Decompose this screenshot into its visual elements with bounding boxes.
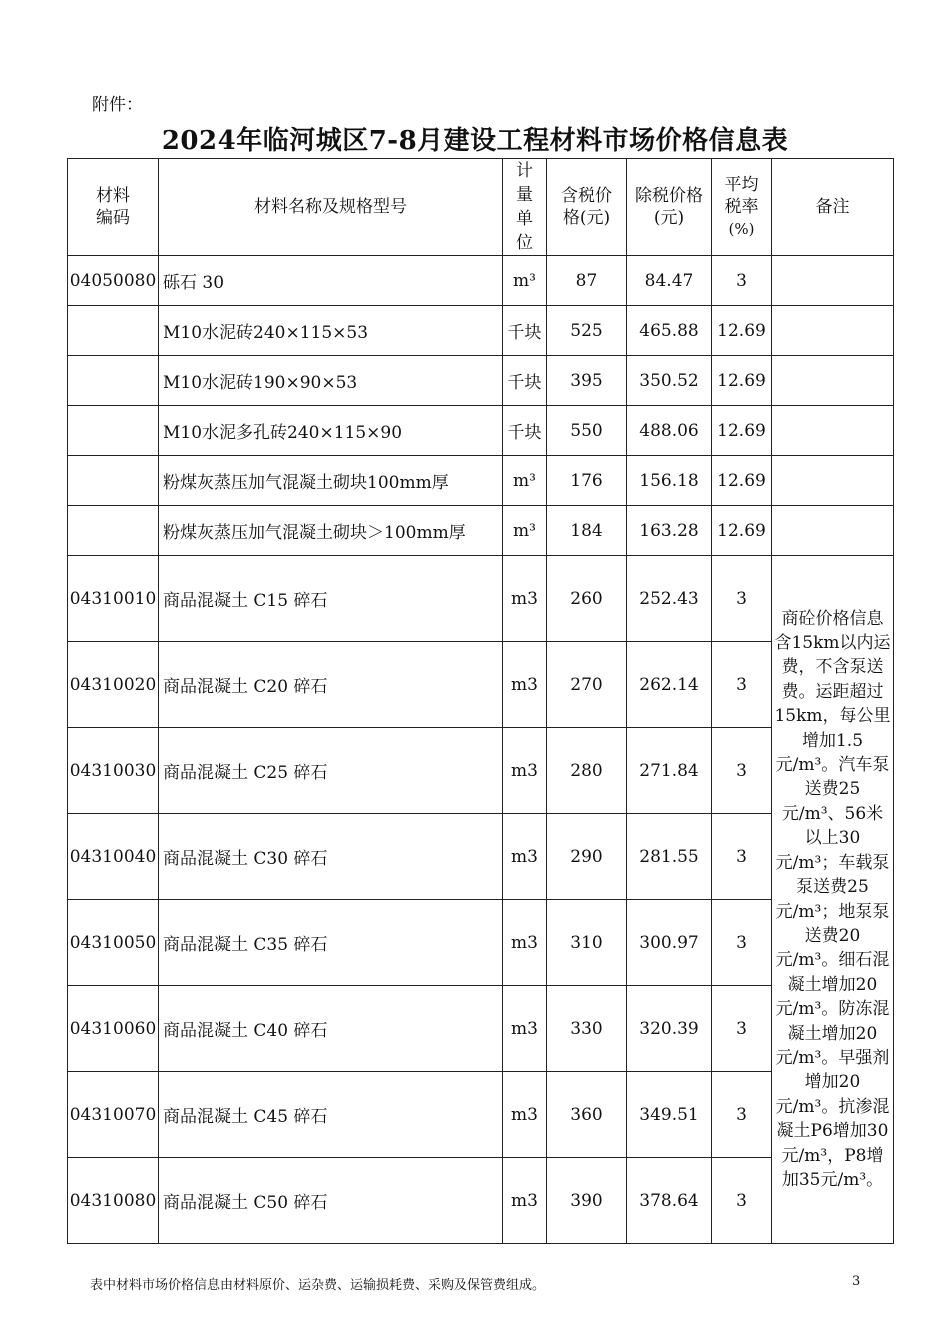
cell-tax-price: 290 xyxy=(547,814,627,900)
cell-name: 商品混凝土 C15 碎石 xyxy=(159,556,503,642)
cell-code xyxy=(68,306,159,356)
cell-net-price: 350.52 xyxy=(627,356,712,406)
cell-unit: m3 xyxy=(503,900,547,986)
cell-rate: 3 xyxy=(712,256,772,306)
table-row xyxy=(68,306,894,356)
table-row xyxy=(68,506,894,556)
cell-code: 04310050 xyxy=(68,900,159,986)
header-code-line2: 编码 xyxy=(96,208,130,228)
cell-net-price: 271.84 xyxy=(627,728,712,814)
cell-remark xyxy=(772,456,894,506)
cell-rate: 12.69 xyxy=(712,406,772,456)
concrete-note: 商砼价格信息含15km以内运费，不含泵送费。运距超过15km，每公里增加1.5元/m³。汽车泵送费25元/m³、56米以上30元/m³；车载泵泵送费25元/m³；地泵泵送费20元/m³。细石混凝土增加20元/m³。防冻混凝土增加20元/m³。早强剂增加20元/m³。抗渗混凝土P6增加30元/m³，P8增加35元/m³。 xyxy=(772,556,894,1244)
cell-tax-price: 184 xyxy=(547,506,627,556)
table-row xyxy=(68,406,894,456)
header-net-price-line2: (元) xyxy=(653,208,685,228)
cell-name: 粉煤灰蒸压加气混凝土砌块100mm厚 xyxy=(159,456,503,506)
cell-tax-price: 360 xyxy=(547,1072,627,1158)
cell-remark xyxy=(772,306,894,356)
cell-rate: 3 xyxy=(712,556,772,642)
header-net-price xyxy=(627,159,712,256)
cell-code: 04310060 xyxy=(68,986,159,1072)
header-tax-price-line2: 格(元) xyxy=(562,208,611,228)
cell-rate: 12.69 xyxy=(712,306,772,356)
cell-tax-price: 390 xyxy=(547,1158,627,1244)
footer-note: 表中材料市场价格信息由材料原价、运杂费、运输损耗费、采购及保管费组成。 xyxy=(90,1278,546,1293)
cell-name: 商品混凝土 C40 碎石 xyxy=(159,986,503,1072)
table-row xyxy=(68,900,894,986)
cell-unit: m3 xyxy=(503,642,547,728)
cell-name: 商品混凝土 C45 碎石 xyxy=(159,1072,503,1158)
cell-unit: m³ xyxy=(503,256,547,306)
table-row xyxy=(68,642,894,728)
cell-tax-price: 87 xyxy=(547,256,627,306)
cell-code: 04310040 xyxy=(68,814,159,900)
cell-net-price: 262.14 xyxy=(627,642,712,728)
cell-name: M10水泥多孔砖240×115×90 xyxy=(159,406,503,456)
header-tax-price-line1: 含税价 xyxy=(561,186,612,206)
cell-code xyxy=(68,506,159,556)
cell-unit: m3 xyxy=(503,814,547,900)
cell-net-price: 281.55 xyxy=(627,814,712,900)
cell-name: 粉煤灰蒸压加气混凝土砌块＞100mm厚 xyxy=(159,506,503,556)
cell-rate: 3 xyxy=(712,900,772,986)
cell-code xyxy=(68,406,159,456)
cell-unit: m³ xyxy=(503,506,547,556)
table-row xyxy=(68,456,894,506)
cell-net-price: 156.18 xyxy=(627,456,712,506)
cell-unit: 千块 xyxy=(503,306,547,356)
cell-name: 商品混凝土 C20 碎石 xyxy=(159,642,503,728)
cell-unit: m3 xyxy=(503,728,547,814)
cell-rate: 12.69 xyxy=(712,456,772,506)
cell-net-price: 84.47 xyxy=(627,256,712,306)
cell-net-price: 252.43 xyxy=(627,556,712,642)
cell-tax-price: 395 xyxy=(547,356,627,406)
cell-code xyxy=(68,456,159,506)
cell-rate: 12.69 xyxy=(712,506,772,556)
cell-tax-price: 260 xyxy=(547,556,627,642)
cell-tax-price: 280 xyxy=(547,728,627,814)
header-code-line1: 材料 xyxy=(96,186,130,206)
cell-tax-price: 176 xyxy=(547,456,627,506)
cell-name: 商品混凝土 C30 碎石 xyxy=(159,814,503,900)
cell-remark xyxy=(772,406,894,456)
cell-net-price: 300.97 xyxy=(627,900,712,986)
cell-name: 商品混凝土 C50 碎石 xyxy=(159,1158,503,1244)
cell-remark xyxy=(772,356,894,406)
cell-unit: m3 xyxy=(503,1072,547,1158)
cell-net-price: 465.88 xyxy=(627,306,712,356)
cell-net-price: 488.06 xyxy=(627,406,712,456)
cell-code: 04310070 xyxy=(68,1072,159,1158)
header-code xyxy=(68,159,159,256)
cell-name: 砾石 30 xyxy=(159,256,503,306)
cell-unit: 千块 xyxy=(503,406,547,456)
cell-unit: m3 xyxy=(503,1158,547,1244)
cell-net-price: 378.64 xyxy=(627,1158,712,1244)
cell-net-price: 320.39 xyxy=(627,986,712,1072)
header-row xyxy=(68,159,894,256)
cell-rate: 3 xyxy=(712,1072,772,1158)
cell-net-price: 349.51 xyxy=(627,1072,712,1158)
cell-unit: 千块 xyxy=(503,356,547,406)
cell-name: M10水泥砖240×115×53 xyxy=(159,306,503,356)
cell-code: 04050080 xyxy=(68,256,159,306)
cell-remark xyxy=(772,256,894,306)
table-row xyxy=(68,986,894,1072)
cell-unit: m³ xyxy=(503,456,547,506)
price-table xyxy=(67,158,894,1244)
cell-rate: 3 xyxy=(712,814,772,900)
cell-rate: 3 xyxy=(712,642,772,728)
cell-code: 04310030 xyxy=(68,728,159,814)
table-row xyxy=(68,356,894,406)
table-row xyxy=(68,556,894,642)
cell-name: 商品混凝土 C25 碎石 xyxy=(159,728,503,814)
header-tax-price xyxy=(547,159,627,256)
cell-code: 04310010 xyxy=(68,556,159,642)
cell-tax-price: 270 xyxy=(547,642,627,728)
table-row xyxy=(68,728,894,814)
cell-net-price: 163.28 xyxy=(627,506,712,556)
cell-code: 04310080 xyxy=(68,1158,159,1244)
table-row xyxy=(68,814,894,900)
table-row xyxy=(68,256,894,306)
cell-name: 商品混凝土 C35 碎石 xyxy=(159,900,503,986)
cell-tax-price: 550 xyxy=(547,406,627,456)
cell-tax-price: 330 xyxy=(547,986,627,1072)
cell-name: M10水泥砖190×90×53 xyxy=(159,356,503,406)
cell-unit: m3 xyxy=(503,556,547,642)
table-row xyxy=(68,1072,894,1158)
cell-tax-price: 525 xyxy=(547,306,627,356)
cell-rate: 12.69 xyxy=(712,356,772,406)
header-rate-line3: (%) xyxy=(728,220,755,238)
header-name: 材料名称及规格型号 xyxy=(159,159,503,256)
header-unit-text: 计量单位 xyxy=(516,161,533,253)
cell-remark xyxy=(772,506,894,556)
header-rate xyxy=(712,159,772,256)
cell-code xyxy=(68,356,159,406)
header-net-price-line1: 除税价格 xyxy=(635,186,703,206)
page-number: 3 xyxy=(852,1274,861,1289)
cell-rate: 3 xyxy=(712,728,772,814)
table-row xyxy=(68,1158,894,1244)
cell-unit: m3 xyxy=(503,986,547,1072)
attachment-label: 附件： xyxy=(92,95,143,115)
header-unit xyxy=(503,159,547,256)
header-remark: 备注 xyxy=(772,159,894,256)
page-title: 2024年临河城区7-8月建设工程材料市场价格信息表 xyxy=(161,126,789,156)
header-rate-line2: 税率 xyxy=(724,197,759,217)
cell-tax-price: 310 xyxy=(547,900,627,986)
cell-rate: 3 xyxy=(712,1158,772,1244)
cell-rate: 3 xyxy=(712,986,772,1072)
cell-code: 04310020 xyxy=(68,642,159,728)
header-rate-line1: 平均 xyxy=(724,175,759,195)
